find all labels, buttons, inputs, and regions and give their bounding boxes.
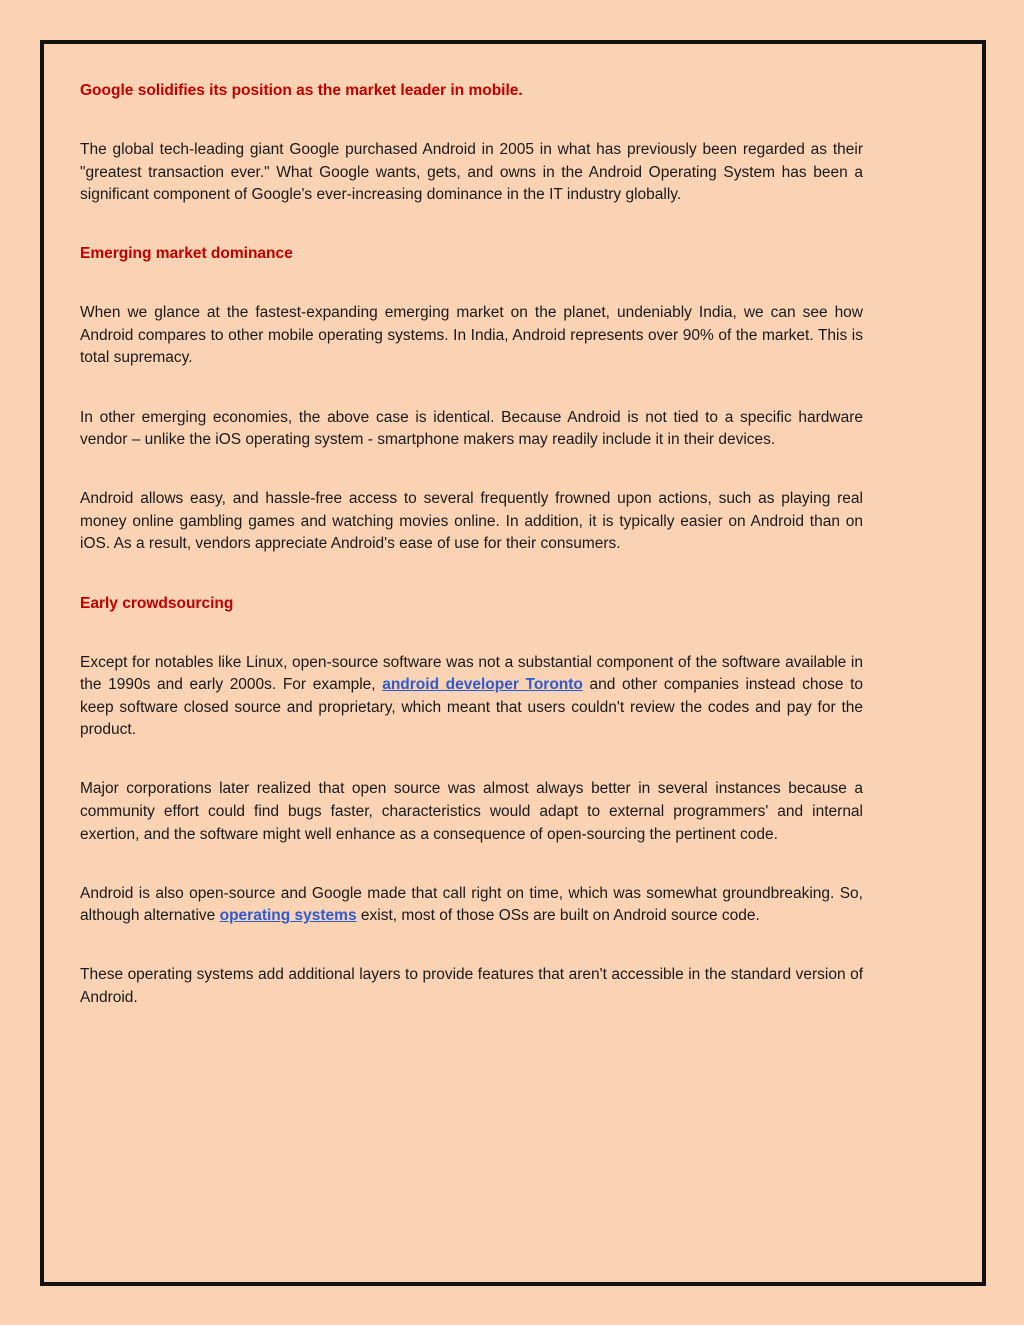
heading-early-crowdsourcing: Early crowdsourcing — [80, 594, 234, 612]
paragraph-open-source-history — [80, 652, 863, 742]
android-developer-toronto-link[interactable]: android developer Toronto — [382, 676, 583, 694]
paragraph-text: Android is also open-source and Google made that call right on time, which was somewhat groundbreaking. So, although alternative — [80, 884, 863, 925]
document-body — [80, 80, 863, 1010]
paragraph-india-market: When we glance at the fastest-expanding emerging market on the planet, undeniably India, we can see how Android compares to other mobile operating systems. In India, Android represents over 90% of the market. This is total supremacy. — [80, 304, 863, 367]
paragraph-android-purchase: The global tech-leading giant Google purchased Android in 2005 in what has previously been regarded as their "greatest transaction ever." What Google wants, gets, and owns in the Android Operating System has been a significant component of Google's ever-increasing dominance in the IT industry globally. — [80, 141, 863, 204]
paragraph-ease-of-use: Android allows easy, and hassle-free access to several frequently frowned upon actions, such as playing real money online gambling games and watching movies online. In addition, it is typically easier on Android than on iOS. As a result, vendors appreciate Android's ease of use for their consumers. — [80, 490, 863, 553]
operating-systems-link[interactable]: operating systems — [219, 907, 357, 925]
paragraph-text: exist, most of those OSs are built on Android source code. — [356, 907, 760, 925]
paragraph-android-open-source — [80, 883, 863, 928]
heading-market-leader: Google solidifies its position as the market leader in mobile. — [80, 82, 523, 99]
paragraph-text: and other companies instead chose to keep software closed source and proprietary, which meant that users couldn't review the codes and pay for the product. — [80, 676, 863, 739]
paragraph-additional-layers: These operating systems add additional layers to provide features that aren't accessible in the standard version of Android. — [80, 966, 863, 1006]
paragraph-text: Except for notables like Linux, open-source software was not a substantial component of the software available in the 1990s and early 2000s. For example, — [80, 653, 863, 694]
paragraph-open-source-benefits: Major corporations later realized that open source was almost always better in several instances because a community effort could find bugs faster, characteristics would adapt to external programmers' and internal exertion, and the software might well enhance as a consequence of open-sourcing the pertinent code. — [80, 780, 863, 843]
paragraph-emerging-economies: In other emerging economies, the above case is identical. Because Android is not tied to a specific hardware vendor – unlike the iOS operating system - smartphone makers may readily include it in their devices. — [80, 408, 863, 449]
heading-emerging-market: Emerging market dominance — [80, 245, 293, 263]
